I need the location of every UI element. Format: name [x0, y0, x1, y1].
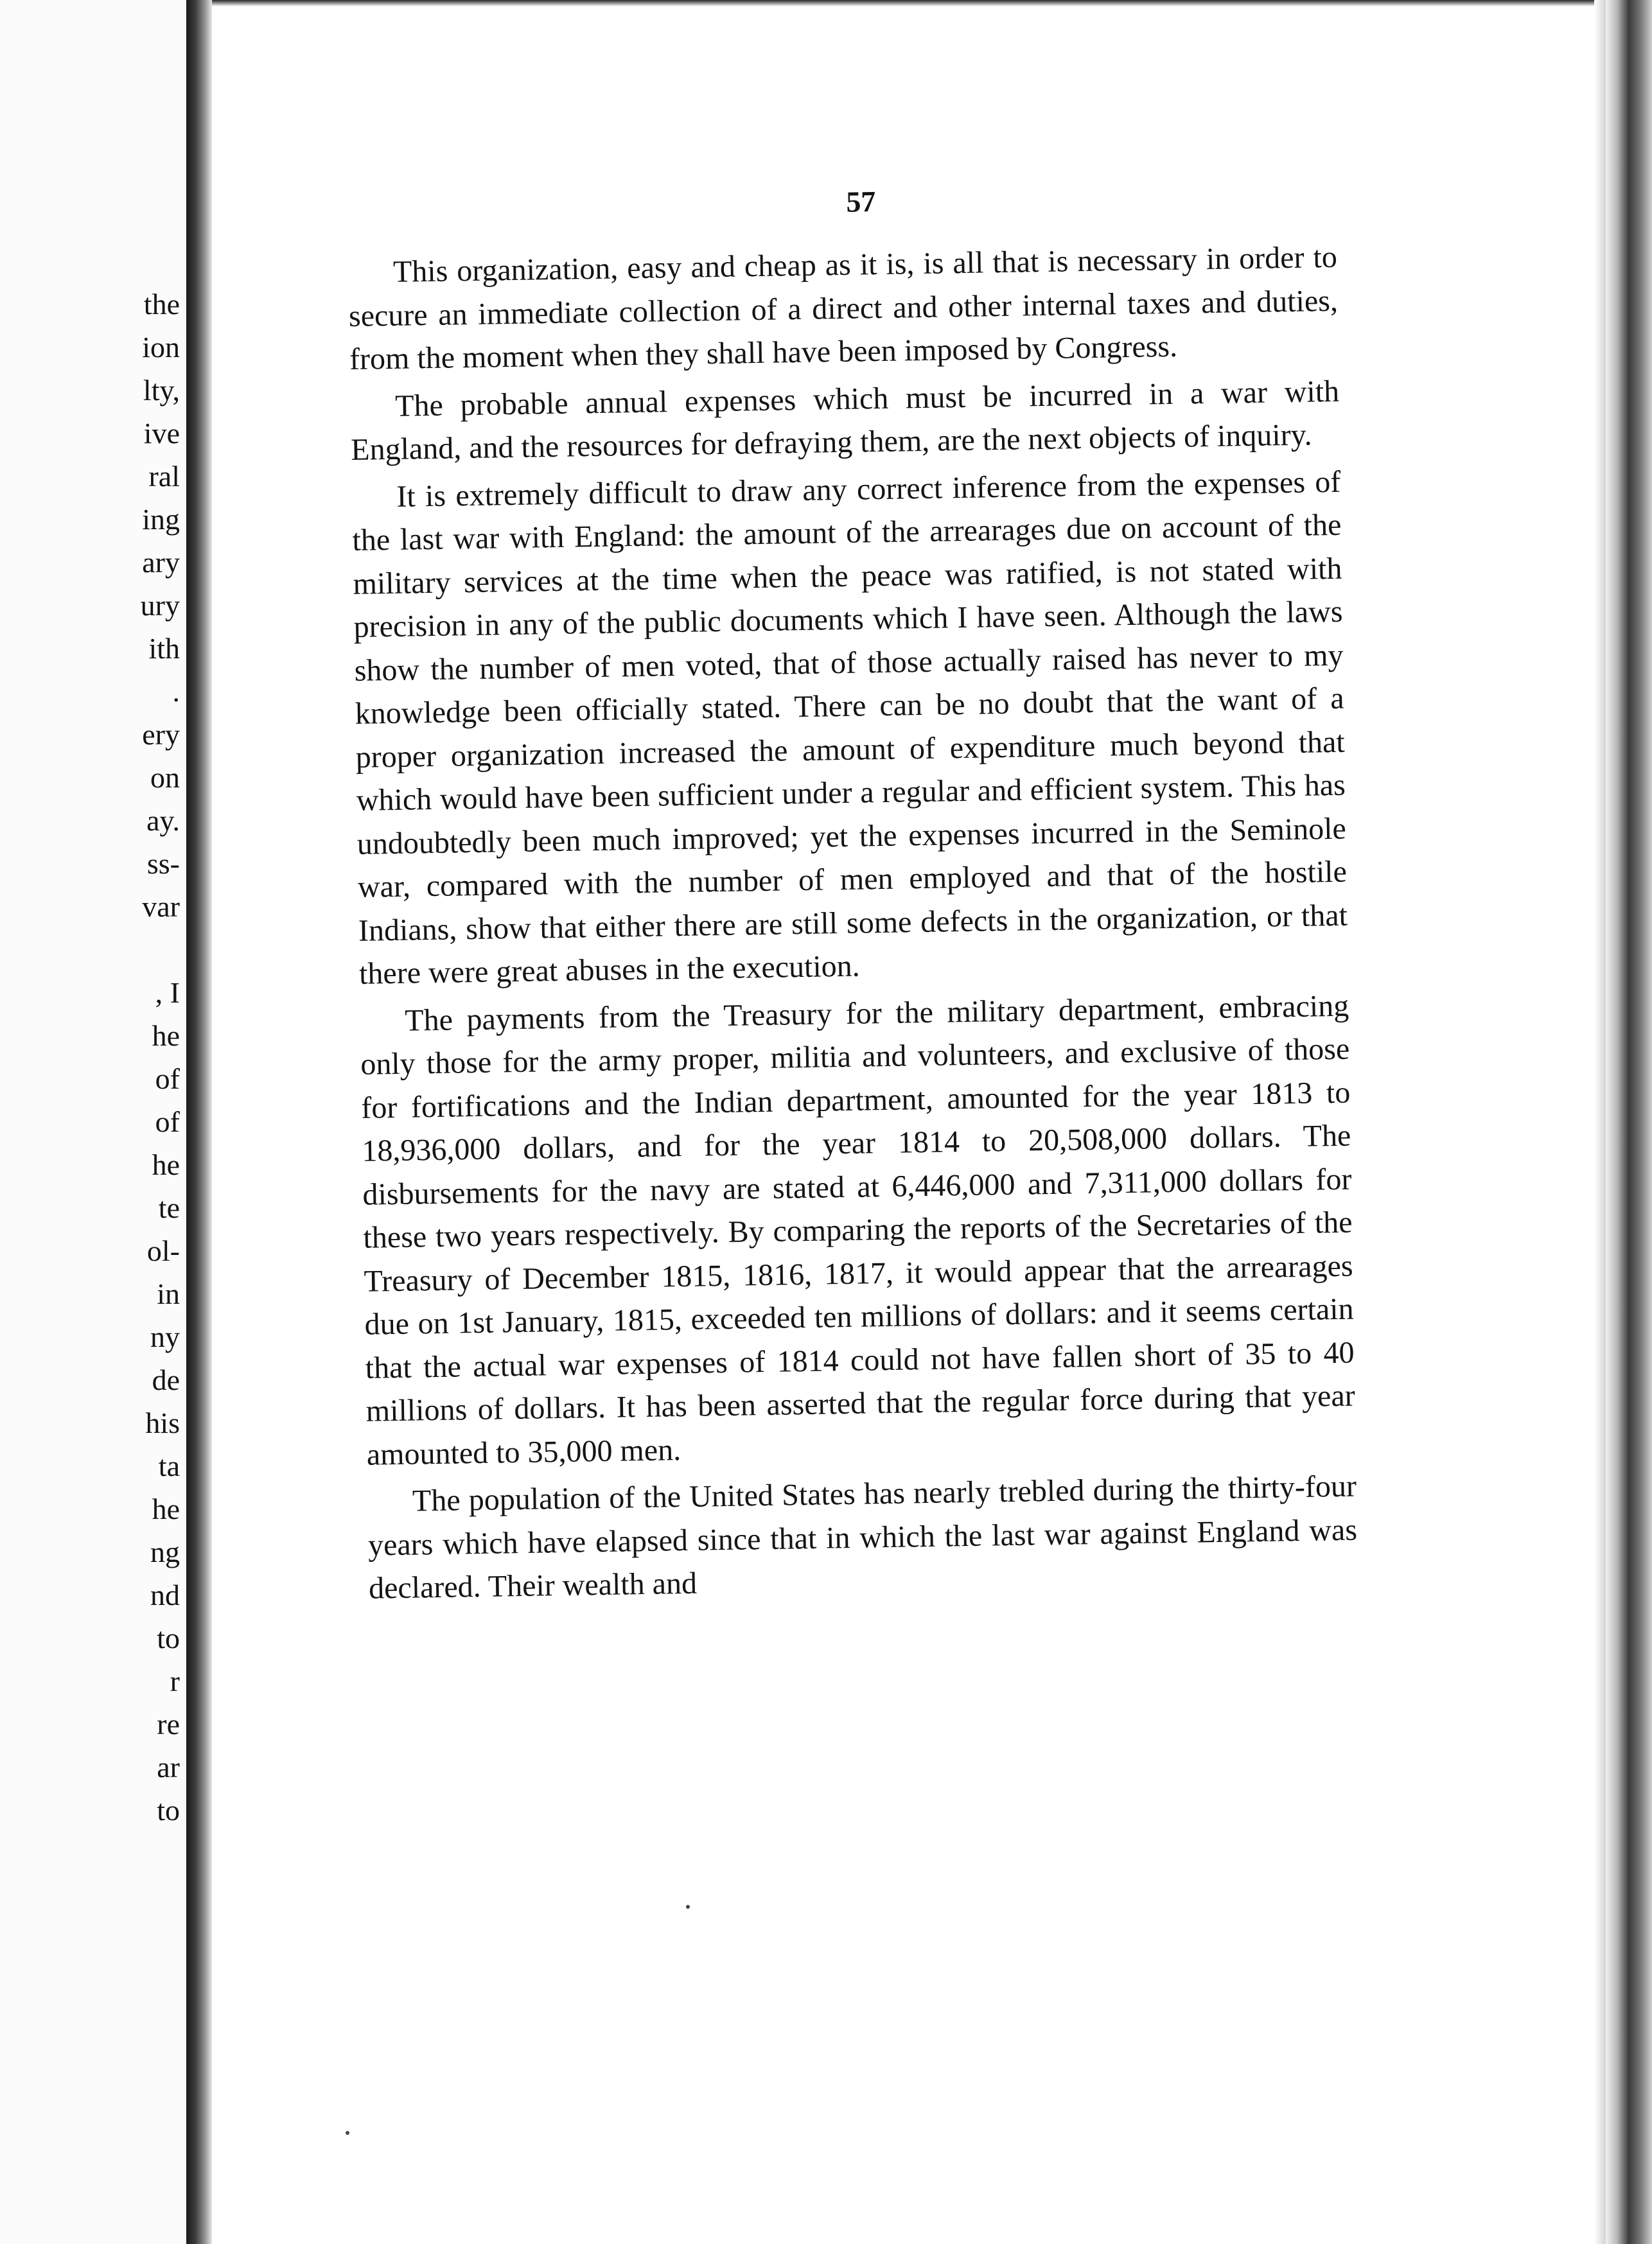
facing-page-line: of	[155, 1062, 180, 1095]
facing-page-line: ion	[142, 331, 180, 364]
facing-page-line: , I	[155, 976, 180, 1009]
facing-page-line: on	[150, 761, 180, 794]
paragraph: The population of the United States has nearly trebled during the thirty-four years which have elapsed since that in which the last war against England was declared. Their wealth and	[367, 1469, 1358, 1606]
facing-page-line: te	[158, 1191, 180, 1224]
facing-page-line: ta	[158, 1450, 180, 1482]
facing-page-line: ng	[150, 1536, 180, 1568]
facing-page-line: ay.	[146, 804, 180, 837]
facing-page-line: ar	[157, 1751, 180, 1784]
page-edge-shadow	[1594, 0, 1606, 2244]
facing-page-text	[51, 283, 180, 1832]
paragraph: The probable annual expenses which must be incurred in a war with England, and the resources for defraying them, are the next objects of inquiry.	[350, 374, 1340, 467]
facing-page-line: ury	[140, 589, 180, 622]
facing-page-line: of	[155, 1105, 180, 1138]
facing-page-line: var	[142, 890, 180, 923]
facing-page-line: he	[152, 1019, 180, 1052]
book-right-edge	[1606, 0, 1652, 2244]
facing-page-line: ral	[148, 460, 180, 493]
facing-page-line: ss-	[146, 847, 180, 880]
facing-page-line: ing	[142, 503, 180, 536]
book-page	[347, 177, 1358, 1614]
ink-speck	[346, 2131, 349, 2135]
paragraph: The payments from the Treasury for the military department, embracing only those for the army proper, militia and volunteers, and exclusive of those for fortifications and the Indian department, amounted for the year 1813 to 18,936,000 dollars, and for the year 1814 to 20,508,000 dollars. The disbursements for the navy are stated at 6,446,000 and 7,311,000 dollars for these two years respectively. By comparing the reports of the Secretaries of the Treasury of December 1815, 1816, 1817, it would appear that the arrearages due on 1st January, 1815, exceeded ten millions of dollars: and it seems certain that the actual war expenses of 1814 could not have fallen short of 35 to 40 millions of dollars. It has been asserted that the regular force during that year amounted to 35,000 men.	[360, 988, 1356, 1472]
facing-page-line	[51, 928, 180, 971]
facing-page-line: he	[152, 1148, 180, 1181]
ink-speck	[686, 1905, 690, 1909]
facing-page-line: ary	[142, 546, 180, 579]
facing-page-line: de	[152, 1363, 180, 1396]
facing-page-line: the	[143, 288, 180, 320]
facing-page-line: in	[157, 1277, 180, 1310]
facing-page-line: .	[172, 675, 180, 708]
facing-page-line: ith	[148, 632, 180, 665]
facing-page-line: lty,	[143, 374, 180, 407]
book-gutter	[186, 0, 212, 2244]
paragraph: This organization, easy and cheap as it is, is all that is necessary in order to secure an immediate collection of a direct and other internal taxes and duties, from the moment when they shall have been imposed by Congress.	[348, 240, 1339, 376]
facing-page-line: ny	[150, 1320, 180, 1353]
paragraph: It is extremely difficult to draw any correct inference from the expenses of the last war with England: the amount of the arrearages due on account of the military services at the time when the peace was ratified, is not stated with precision in any of the public documents which I have seen. Although the laws show the number of men voted, that of those actually raised has never to my knowledge been officially stated. There can be no doubt that the want of a proper organization increased the amount of expenditure much beyond that which would have been sufficient under a regular and efficient system. This has undoubtedly been much improved; yet the expenses incurred in the Seminole war, compared with the number of men employed and that of the hostile Indians, show that either there are still some defects in the organization, or that there were great abuses in the execution.	[352, 464, 1348, 991]
facing-page-line: ery	[142, 718, 180, 751]
facing-page-line: ol-	[146, 1234, 180, 1267]
page-top-edge	[212, 0, 1594, 6]
facing-page-line: he	[152, 1493, 180, 1525]
facing-page-line: re	[157, 1708, 180, 1740]
facing-page-line: his	[145, 1407, 180, 1439]
facing-page-line: ive	[143, 417, 180, 450]
facing-page-line: nd	[150, 1579, 180, 1611]
facing-page	[0, 0, 186, 2244]
facing-page-line: r	[170, 1665, 180, 1697]
facing-page-line: to	[157, 1794, 180, 1827]
facing-page-line: to	[157, 1622, 180, 1654]
page-number: 57	[845, 185, 876, 218]
